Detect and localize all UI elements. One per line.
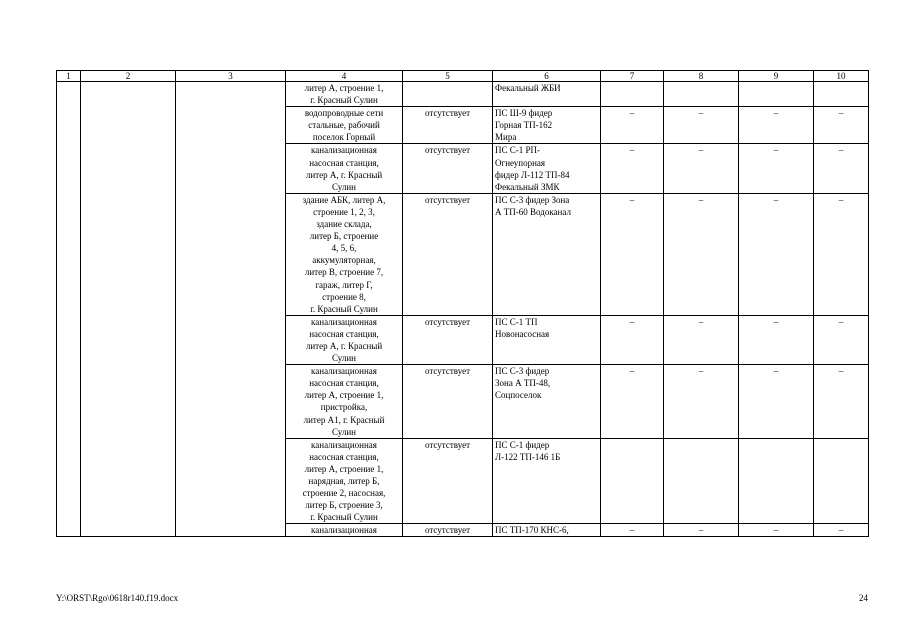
value-col8: – — [698, 108, 704, 119]
object-name: канализационная — [311, 525, 377, 536]
status-text: отсутствует — [424, 145, 471, 156]
table-row — [57, 82, 869, 107]
col-header-8: 8 — [664, 71, 739, 82]
power-source: ПС Ш-9 фидер Горная ТП-162 Мира — [495, 108, 553, 143]
col-header-7: 7 — [601, 71, 664, 82]
value-col10: – — [838, 194, 844, 205]
power-source: ПС ТП-170 КНС-6, — [495, 525, 569, 536]
value-col9: – — [773, 366, 779, 377]
header-row — [57, 71, 869, 82]
status-text: отсутствует — [424, 366, 471, 377]
cell-col1 — [57, 82, 81, 537]
object-name: канализационная насосная станция, литер А, г. Красный Сулин — [305, 145, 383, 192]
power-source: ПС С-3 фидер Зона А ТП-60 Водоканал — [495, 194, 571, 217]
value-col7: – — [629, 525, 635, 536]
cell-col2 — [81, 82, 176, 537]
value-col10: – — [838, 145, 844, 156]
value-col9: – — [773, 194, 779, 205]
status-text: отсутствует — [424, 108, 471, 119]
value-col7: – — [629, 108, 635, 119]
col-header-9: 9 — [739, 71, 814, 82]
col-header-10: 10 — [814, 71, 869, 82]
value-col7: – — [629, 194, 635, 205]
value-col10: – — [838, 316, 844, 327]
value-col8: – — [698, 145, 704, 156]
value-col10: – — [838, 108, 844, 119]
value-col8: – — [698, 316, 704, 327]
power-source: ПС С-3 фидер Зона А ТП-48, Соцпоселок — [495, 366, 551, 401]
col-header-5: 5 — [403, 71, 493, 82]
power-source: ПС С-1 фидер Л-122 ТП-146 1Б — [495, 439, 561, 462]
object-name: канализационная насосная станция, литер А, г. Красный Сулин — [305, 316, 383, 364]
col-header-4: 4 — [286, 71, 403, 82]
power-source: ПС С-1 ТП Новонасосная — [495, 316, 550, 339]
col-header-6: 6 — [493, 71, 601, 82]
value-col8: – — [698, 194, 704, 205]
value-col10: – — [838, 366, 844, 377]
status-text: отсутствует — [424, 316, 471, 327]
value-col10: – — [838, 525, 844, 536]
col-header-3: 3 — [176, 71, 286, 82]
object-name: водопроводные сети стальные, рабочий поселок Горный — [304, 108, 384, 143]
col-header-2: 2 — [81, 71, 176, 82]
value-col7: – — [629, 145, 635, 156]
power-source: ПС С-1 РП- Огнеупорная фидер Л-112 ТП-84 Фекальный ЗМК — [495, 145, 570, 192]
status-text: отсутствует — [424, 194, 471, 205]
object-name: канализационная насосная станция, литер А, строение 1, пристройка, литер А1, г. Красный Сулин — [303, 366, 385, 437]
power-source: Фекальный ЖБИ — [495, 83, 561, 93]
value-col8: – — [698, 525, 704, 536]
footer-file-path: Y:\ORST\Rgo\0618r140.f19.docx — [56, 593, 179, 603]
value-col9: – — [773, 316, 779, 327]
object-name: канализационная насосная станция, литер А, строение 1, нарядная, литер Б, строение 2, насосная, литер Б, строение 3, г. Красный Сулин — [302, 439, 386, 523]
footer-page-number: 24 — [859, 593, 868, 603]
value-col7: – — [629, 316, 635, 327]
value-col8: – — [698, 366, 704, 377]
object-name: литер А, строение 1, г. Красный Сулин — [304, 83, 384, 106]
status-text: отсутствует — [424, 439, 471, 450]
value-col9: – — [773, 145, 779, 156]
cell-col3 — [176, 82, 286, 537]
value-col9: – — [773, 525, 779, 536]
value-col9: – — [773, 108, 779, 119]
col-header-1: 1 — [57, 71, 81, 82]
object-name: здание АБК, литер А, строение 1, 2, 3, здание склада, литер Б, строение 4, 5, 6, аккумуляторная, литер В, строение 7, гараж, литер Г, строение 8, г. Красный Сулин — [302, 194, 386, 314]
regulation-table — [56, 70, 869, 537]
status-text: отсутствует — [424, 525, 471, 536]
value-col7: – — [629, 366, 635, 377]
